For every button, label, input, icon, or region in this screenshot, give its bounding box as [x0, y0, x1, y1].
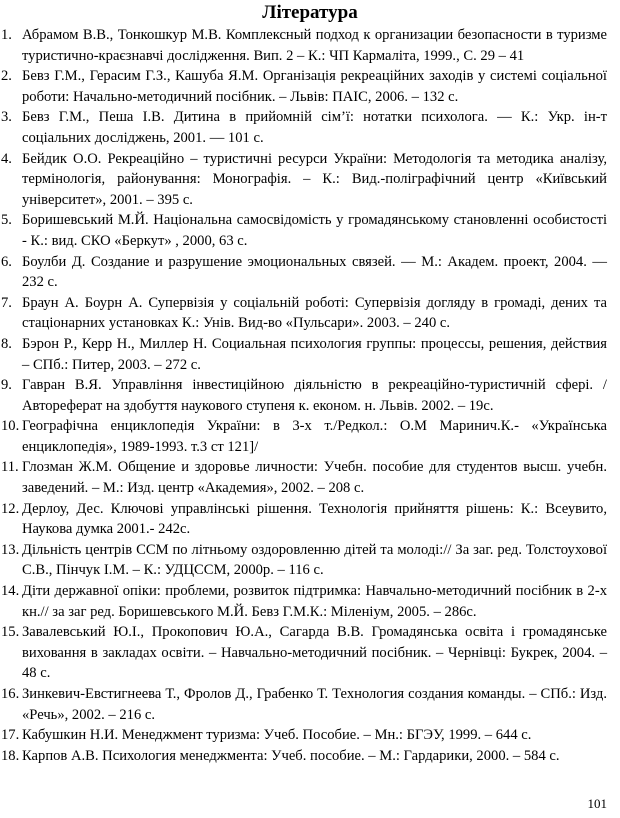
- reference-item: [0, 334, 620, 375]
- reference-number: 1.: [1, 27, 12, 43]
- reference-number: 15.: [1, 624, 20, 641]
- reference-text: Абрамом В.В., Тонкошкур М.В. Комплексный подход к организации безопасности в туризме туристично-краєзнавчі дослідження. Вип. 2 – К.: ЧП Кармаліта, 1999., С. 29 – 41: [22, 27, 607, 64]
- reference-item: [0, 499, 620, 540]
- reference-text: Гавран В.Я. Управління інвестиційною діяльністю в рекреаційно-туристичній сфері. / Автореферат на здобуття наукового ступеня к. економ. н. Львів. 2002. – 19с.: [22, 377, 607, 414]
- reference-item: [0, 66, 620, 107]
- reference-number: 3.: [1, 109, 12, 126]
- reference-list: [0, 25, 620, 766]
- reference-text: Кабушкин Н.И. Менеджмент туризма: Учеб. Пособие. – Мн.: БГЭУ, 1999. – 644 с.: [22, 727, 532, 744]
- reference-item: [0, 684, 620, 725]
- reference-text: Діти державної опіки: проблеми, розвиток підтримка: Навчально-методичний посібник в 2-х кн.// за заг ред. Боришевського М.Й. Бевз Г.М.К.: Міленіум, 2005. – 286с.: [22, 583, 607, 620]
- reference-item: [0, 622, 620, 684]
- reference-text: Дерлоу, Дес. Ключові управлінські рішення. Технологія прийняття рішень: К.: Всеувито, Наукова думка 2001.- 242с.: [22, 500, 607, 538]
- reference-text: Бевз Г.М., Герасим Г.З., Кашуба Я.М. Організація рекреаційних заходів у системі соціальної роботи: Начально-методичний посібник. – Львів: ПАІС, 2006. – 132 с.: [22, 68, 607, 105]
- reference-item: [0, 210, 620, 251]
- reference-number: 11.: [1, 459, 19, 476]
- reference-number: 17.: [1, 727, 20, 744]
- reference-number: 14.: [1, 583, 20, 600]
- reference-text: Браун А. Боурн А. Супервізія у соціальній роботі: Супервізія догляду в громаді, дених та стаціонарних установках К.: Унів. Вид-во «Пульсари». 2003. – 240 с.: [22, 294, 607, 332]
- reference-number: 16.: [1, 686, 20, 702]
- reference-number: 9.: [1, 377, 12, 394]
- reference-text: Бэрон Р., Керр Н., Миллер Н. Социальная психология группы: процессы, решения, действия – СПб.: Питер, 2003. – 272 с.: [22, 335, 607, 373]
- reference-item: [0, 252, 620, 293]
- reference-text: Зинкевич-Евстигнеева Т., Фролов Д., Грабенко Т. Технология создания команды. – СПб.: Изд. «Речь», 2002. – 216 с.: [22, 686, 607, 723]
- reference-item: [0, 581, 620, 622]
- page-title: Література: [262, 2, 358, 23]
- reference-number: 6.: [1, 253, 12, 270]
- reference-text: Боулби Д. Создание и разрушение эмоциональных связей. — М.: Академ. проект, 2004. — 232 с.: [22, 253, 607, 291]
- reference-number: 7.: [1, 294, 12, 311]
- reference-number: 12.: [1, 500, 20, 517]
- reference-number: 8.: [1, 335, 12, 352]
- reference-number: 18.: [1, 747, 20, 764]
- page-number: 101: [587, 796, 607, 811]
- reference-number: 4.: [1, 150, 12, 167]
- reference-number: 2.: [1, 68, 12, 85]
- reference-item: [0, 25, 620, 66]
- reference-text: Бейдик О.О. Рекреаційно – туристичні ресурси України: Методологія та методика аналізу, термінологія, районування: Монографія. – К.: Вид.-поліграфічний центр «Київський університет», 2001. – 395 с.: [22, 150, 607, 208]
- reference-text: Завалевський Ю.І., Прокопович Ю.А., Сагарда В.В. Громадянська освіта і громадянське виховання в закладах освіти. – Навчально-методичний посібник. – Чернівці: Букрек, 2004. – 48 с.: [22, 624, 607, 682]
- reference-text: Боришевський М.Й. Національна самосвідомість у громадянському становленні особистості - К.: вид. СКО «Беркут» , 2000, 63 с.: [22, 212, 607, 249]
- reference-item: [0, 457, 620, 498]
- reference-text: Карпов А.В. Психология менеджмента: Учеб. пособие. – М.: Гардарики, 2000. – 584 с.: [22, 747, 560, 764]
- reference-item: [0, 293, 620, 334]
- reference-number: 10.: [1, 418, 20, 435]
- reference-item: [0, 375, 620, 416]
- reference-item: [0, 149, 620, 211]
- reference-item: [0, 746, 620, 767]
- reference-item: [0, 107, 620, 148]
- reference-text: Глозман Ж.М. Общение и здоровье личности: Учебн. пособие для студентов высш. учебн. заведений. – М.: Изд. центр «Академия», 2002. – 208 с.: [22, 459, 607, 497]
- reference-text: Бевз Г.М., Пеша І.В. Дитина в прийомній сім’ї: нотатки психолога. — К.: Укр. ін-т соціальних досліджень, 2001. — 101 с.: [22, 109, 607, 146]
- reference-number: 5.: [1, 212, 12, 229]
- reference-number: 13.: [1, 541, 20, 558]
- reference-item: [0, 416, 620, 457]
- reference-text: Географічна енциклопедія України: в 3-х т./Редкол.: О.М Маринич.К.- «Українська енциклопедія», 1989-1993. т.3 ст 121]/: [22, 418, 607, 455]
- reference-text: Дільність центрів ССМ по літньому оздоровленню дітей та молоді:// За заг. ред. Толстоухової С.В., Пінчук І.М. – К.: УДЦССМ, 2000р. – 116 с.: [22, 541, 607, 579]
- reference-item: [0, 725, 620, 746]
- reference-item: [0, 540, 620, 581]
